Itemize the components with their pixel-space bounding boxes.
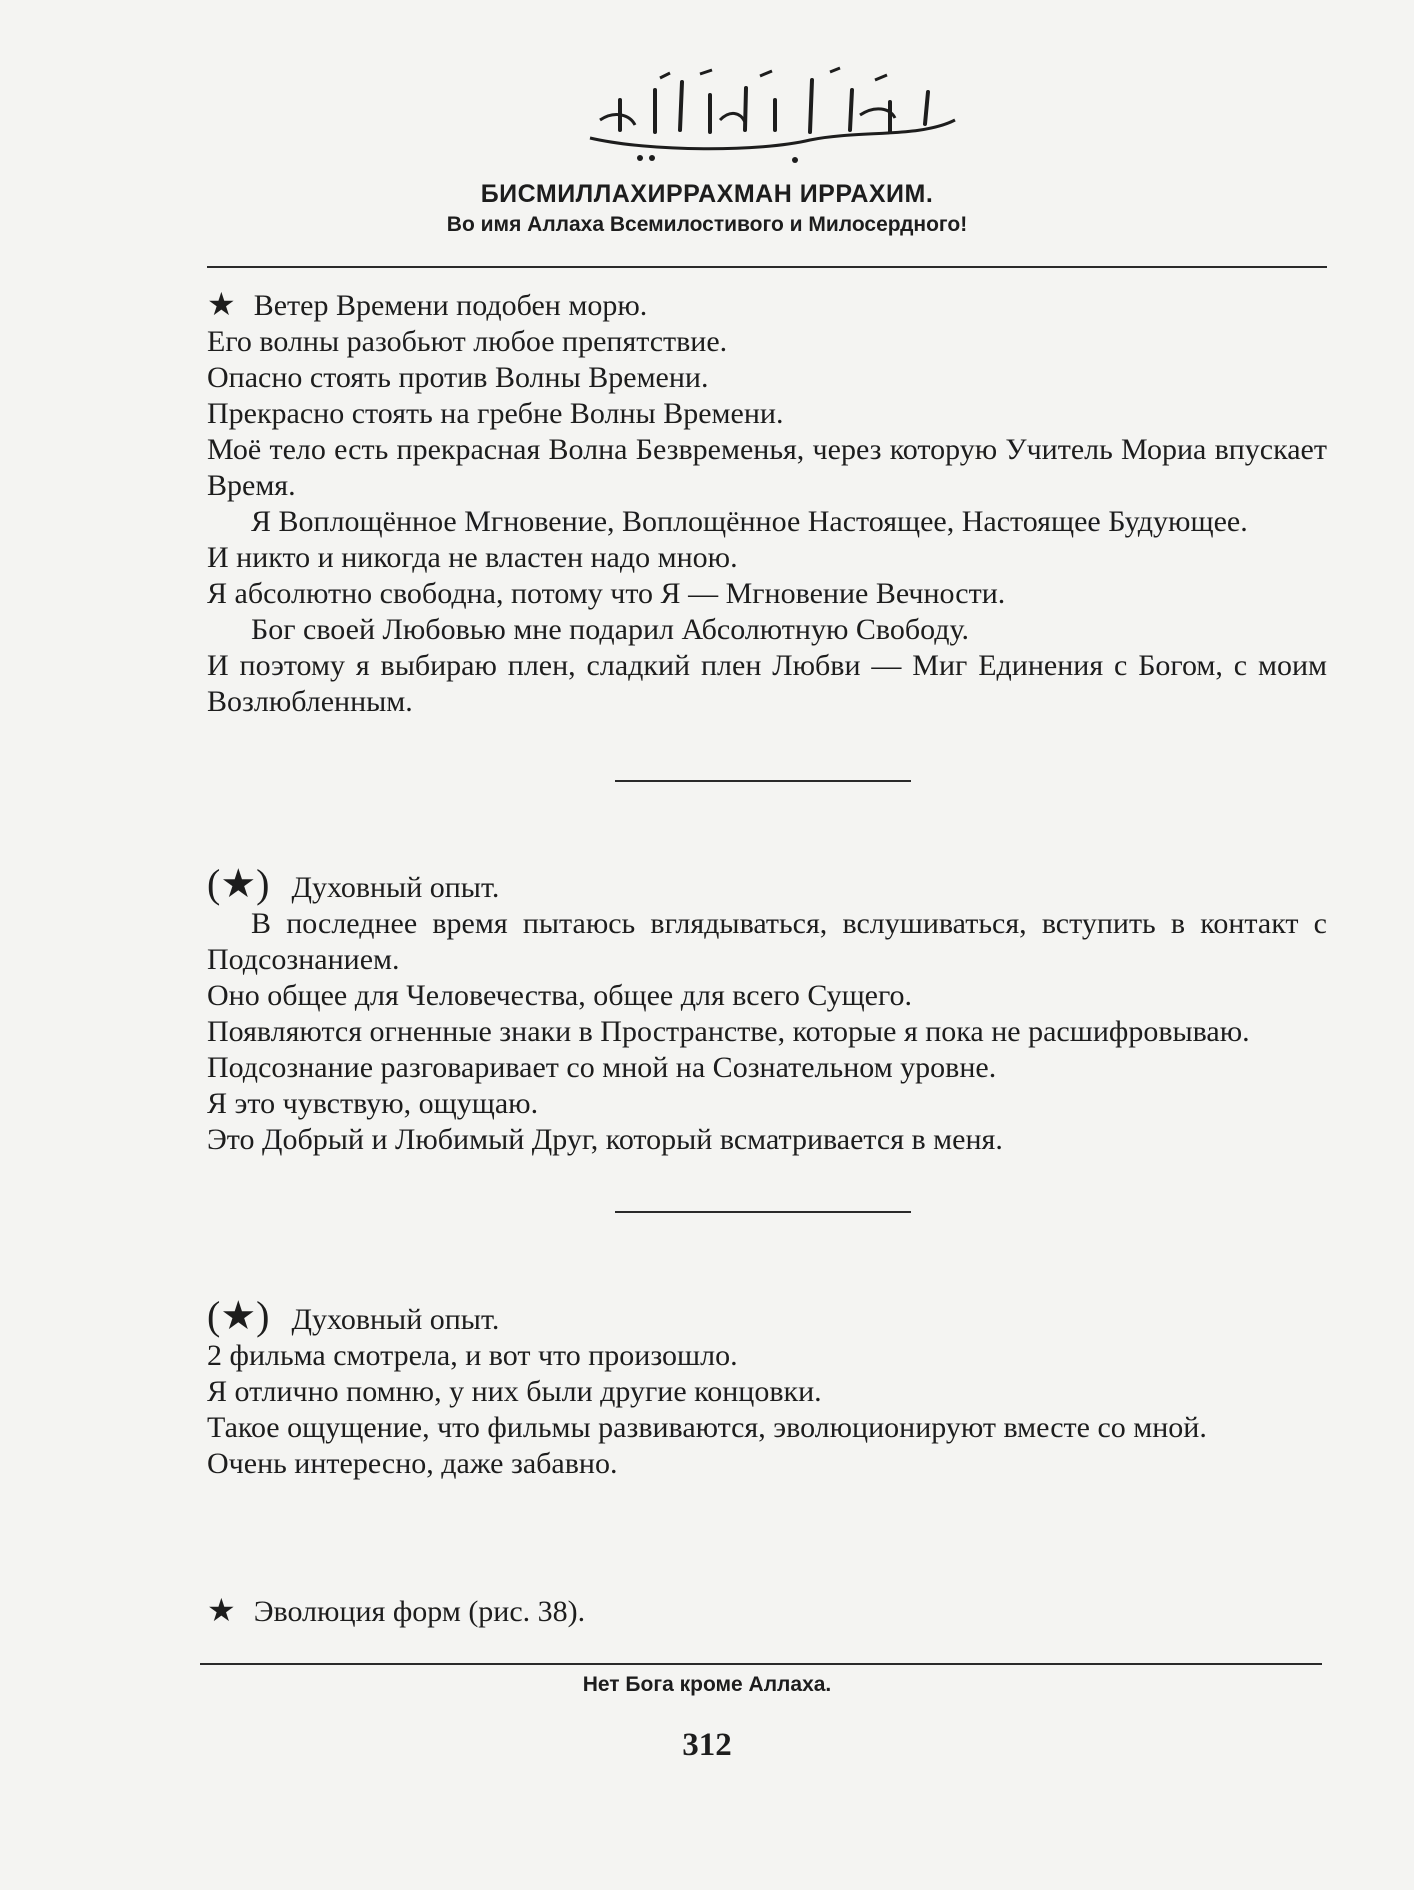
footer-rule — [200, 1663, 1322, 1665]
paragraph: Подсознание разговаривает со мной на Сознательном уровне. — [207, 1051, 997, 1084]
paragraph: И никто и никогда не властен надо мною. — [207, 541, 738, 574]
header-subtitle: Во имя Аллаха Всемилостивого и Милосердного! — [446, 213, 968, 236]
paragraph: (★) Духовный опыт. — [207, 861, 500, 906]
paragraph: Я это чувствую, ощущаю. — [207, 1087, 539, 1120]
header-rule — [207, 266, 1327, 268]
header-title: БИСМИЛЛАХИРРАХМАН ИРРАХИМ. — [480, 180, 934, 208]
paragraph: Оно общее для Человечества, общее для всего Сущего. — [207, 979, 913, 1012]
paragraph: 2 фильма смотрела, и вот что произошло. — [207, 1339, 738, 1372]
star-icon: ★ — [207, 1592, 236, 1628]
paragraph: Бог своей Любовью мне подарил Абсолютную Свободу. — [251, 613, 969, 646]
section-evolution-of-forms — [207, 1592, 1327, 1630]
section-separator — [615, 780, 911, 782]
basmala-calligraphy — [560, 60, 980, 170]
section-spiritual-experience-1 — [207, 861, 1327, 1158]
page-number: 312 — [682, 1727, 732, 1763]
paragraph: Моё тело есть прекрасная Волна Безвременья, через которую Учитель Мориа впускает Время. — [207, 433, 1327, 502]
paragraph: Я Воплощённое Мгновение, Воплощённое Настоящее, Настоящее Будующее. — [251, 505, 1248, 538]
star-in-parentheses-icon: (★) — [207, 861, 270, 906]
section-wind-of-time — [207, 286, 1327, 720]
paragraph: Очень интересно, даже забавно. — [207, 1447, 618, 1480]
paragraph: (★) Духовный опыт. — [207, 1293, 500, 1338]
section-separator — [615, 1211, 911, 1213]
paragraph: ★ Ветер Времени подобен морю. — [207, 286, 648, 322]
paragraph: Прекрасно стоять на гребне Волны Времени. — [207, 397, 784, 430]
paragraph: ★ Эволюция форм (рис. 38). — [207, 1592, 586, 1628]
section-spiritual-experience-2 — [207, 1293, 1327, 1482]
paragraph: Опасно стоять против Волны Времени. — [207, 361, 709, 394]
paragraph: Я абсолютно свободна, потому что Я — Мгновение Вечности. — [207, 577, 1006, 610]
paragraph: Его волны разобьют любое препятствие. — [207, 325, 728, 358]
paragraph: В последнее время пытаюсь вглядываться, вслушиваться, вступить в контакт с Подсознанием. — [207, 907, 1327, 976]
paragraph: И поэтому я выбираю плен, сладкий плен Любви — Миг Единения с Богом, с моим Возлюбленным. — [207, 649, 1327, 718]
paragraph: Такое ощущение, что фильмы развиваются, эволюционируют вместе со мной. — [207, 1411, 1207, 1444]
paragraph: Я отлично помню, у них были другие концовки. — [207, 1375, 822, 1408]
star-icon: ★ — [207, 286, 236, 322]
paragraph: Это Добрый и Любимый Друг, который всматривается в меня. — [207, 1123, 1003, 1156]
paragraph: Появляются огненные знаки в Пространстве, которые я пока не расшифровываю. — [207, 1015, 1250, 1048]
star-in-parentheses-icon: (★) — [207, 1293, 270, 1338]
footer-text: Нет Бога кроме Аллаха. — [582, 1673, 832, 1696]
